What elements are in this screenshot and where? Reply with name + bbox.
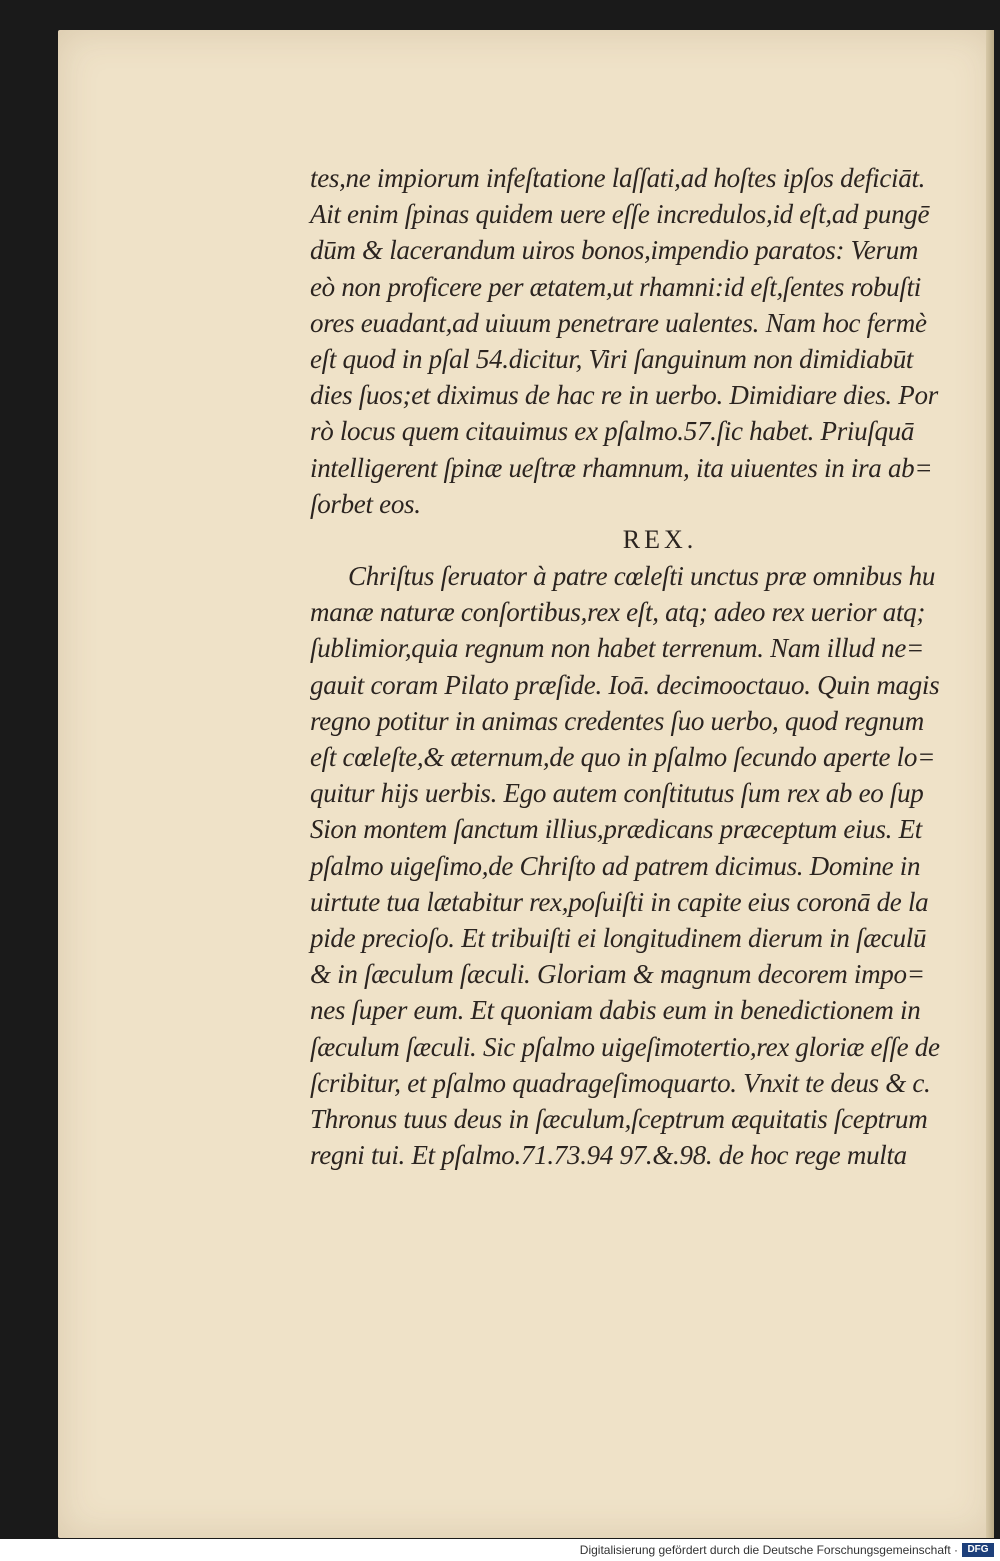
text-line: nes ſuper eum. Et quoniam dabis eum in benedictionem in <box>310 995 921 1026</box>
footer-bar <box>0 1539 1000 1561</box>
text-line: eſt cœleſte,& æternum,de quo in pſalmo ſecundo aperte lo= <box>310 742 936 772</box>
section-heading: REX. <box>622 524 698 554</box>
text-line: Sion montem ſanctum illius,prædicans præceptum eius. Et <box>310 814 922 845</box>
text-line: ſæculum ſæculi. Sic pſalmo uigeſimotertio,rex gloriæ eſſe de <box>310 1031 940 1062</box>
text-line: rò locus quem citauimus ex pſalmo.57.ſic habet. Priuſquā <box>310 416 915 447</box>
text-line: Chriſtus ſeruator à patre cœleſti unctus præ omnibus hu <box>348 561 936 592</box>
text-line: quitur hijs uerbis. Ego autem conſtitutus ſum rex ab eo ſup <box>310 778 924 809</box>
text-line: ſcribitur, et pſalmo quadrageſimoquarto. Vnxit te deus & c. <box>310 1067 931 1098</box>
text-line: intelligerent ſpinæ ueſtræ rhamnum, ita uiuentes in ira ab= <box>310 452 933 483</box>
text-line: regni tui. Et pſalmo.71.73.94 97.&.98. de hoc rege multa <box>310 1140 907 1171</box>
text-line: uirtute tua lætabitur rex,poſuiſti in capite eius coronā de la <box>310 886 929 917</box>
dfg-logo: DFG <box>962 1543 994 1557</box>
text-line: dies ſuos;et diximus de hac re in uerbo. Dimidiare dies. Por <box>310 380 938 411</box>
text-line: Thronus tuus deus in ſæculum,ſceptrum æquitatis ſceptrum <box>310 1103 928 1134</box>
text-line: tes,ne impiorum infeſtatione laſſati,ad hoſtes ipſos deficiāt. <box>310 163 926 193</box>
text-line: gauit coram Pilato præſide. Ioā. decimooctauo. Quin magis <box>310 669 940 700</box>
text-line: pſalmo uigeſimo,de Chriſto ad patrem dicimus. Domine in <box>310 850 921 881</box>
text-line: Ait enim ſpinas quidem uere eſſe incredulos,id eſt,ad pungē <box>310 199 930 230</box>
text-line: eò non proficere per ætatem,ut rhamni:id eſt,ſentes robuſti <box>310 271 921 302</box>
text-line: pide precioſo. Et tribuiſti ei longitudinem dierum in ſæculū <box>310 922 927 953</box>
text-line: ores euadant,ad uiuum penetrare ualentes. Nam hoc fermè <box>310 307 927 338</box>
text-line: regno potitur in animas credentes ſuo uerbo, quod regnum <box>310 705 924 736</box>
text-line: eſt quod in pſal 54.dicitur, Viri ſanguinum non dimidiabūt <box>310 343 914 374</box>
text-line: dūm & lacerandum uiros bonos,impendio paratos: Verum <box>310 235 919 266</box>
text-block <box>310 160 990 1173</box>
text-line: & in ſæculum ſæculi. Gloriam & magnum decorem impo= <box>310 959 925 990</box>
text-line: ſublimior,quia regnum non habet terrenum. Nam illud ne= <box>310 633 924 664</box>
funding-credit: Digitalisierung gefördert durch die Deutsche Forschungsgemeinschaft · <box>579 1543 958 1557</box>
text-line: manæ naturæ conſortibus,rex eſt, atq; adeo rex uerior atq; <box>310 597 926 628</box>
text-line: ſorbet eos. <box>310 488 421 519</box>
